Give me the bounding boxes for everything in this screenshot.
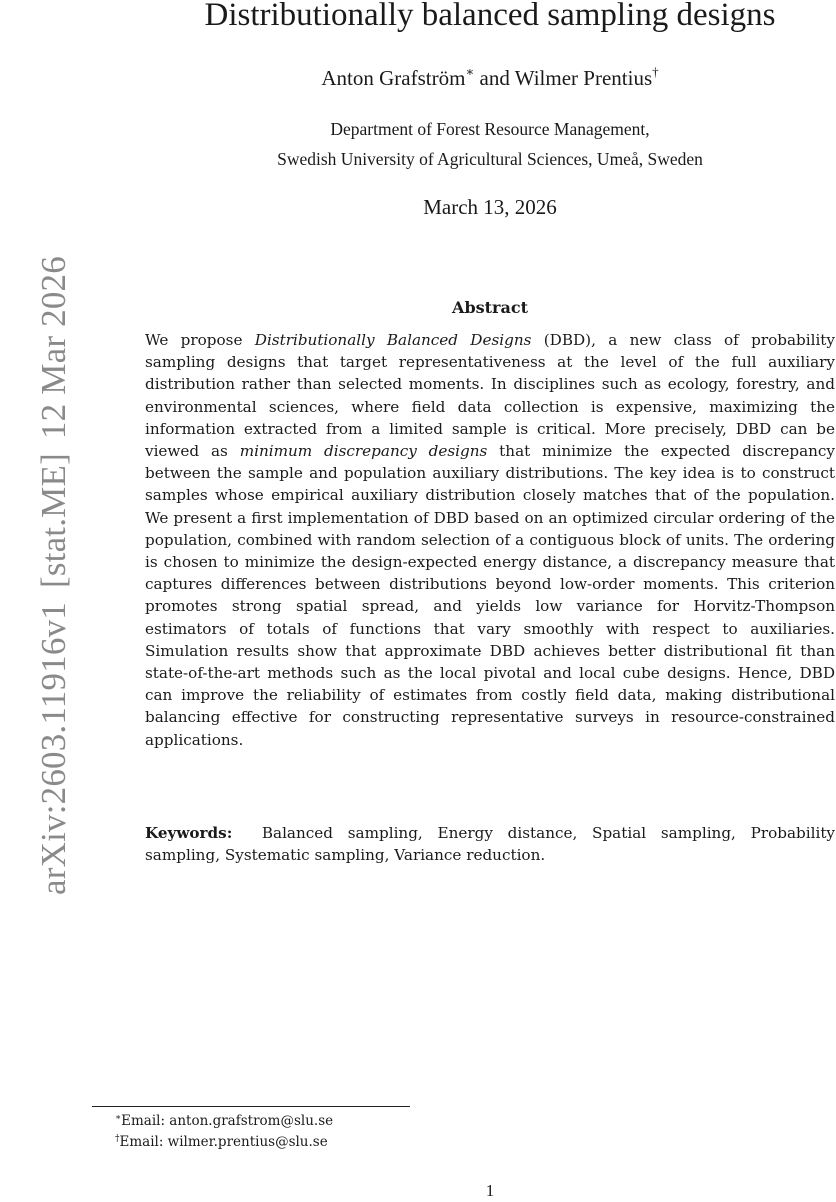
abstract-emphasis-mdd: minimum discrepancy designs <box>239 442 488 461</box>
footnote-1-mark: ∗ <box>115 1113 122 1123</box>
affiliation <box>150 114 830 174</box>
author-2: Wilmer Prentius <box>514 66 653 90</box>
footnote-2-text: Email: wilmer.prentius@slu.se <box>119 1134 328 1150</box>
page-number: 1 <box>485 1181 495 1200</box>
footnote-1 <box>115 1111 333 1132</box>
affiliation-line-1: Department of Forest Resource Management, <box>330 119 650 139</box>
affiliation-line-2: Swedish University of Agricultural Sciences, Umeå, Sweden <box>277 149 703 169</box>
arxiv-identifier-stamp <box>34 256 74 895</box>
footnote-2 <box>115 1132 333 1153</box>
keywords-text: Balanced sampling, Energy distance, Spatial sampling, Probability sampling, Systematic sampling, Variance reduction. <box>145 824 836 865</box>
abstract-emphasis-dbd: Distributionally Balanced Designs <box>254 331 532 349</box>
author-2-footnote-mark: † <box>652 64 659 79</box>
footnote-2-mark: † <box>115 1134 120 1144</box>
author-1-footnote-mark: ∗ <box>465 64 475 79</box>
author-1: Anton Grafström <box>321 66 466 90</box>
arxiv-category: [stat.ME] <box>34 453 73 589</box>
keywords <box>145 822 835 866</box>
author-conjunction: and <box>479 66 510 90</box>
abstract-heading: Abstract <box>452 298 528 317</box>
abstract-text-1: We propose <box>145 331 255 349</box>
footnote-1-text: Email: anton.grafstrom@slu.se <box>121 1113 334 1129</box>
arxiv-date: 12 Mar 2026 <box>34 256 73 440</box>
author-line <box>150 64 830 92</box>
abstract-body <box>145 329 835 751</box>
abstract-text-3: that minimize the expected discrepancy between the sample and population auxiliary distributions. The key idea is to construct samples whose empirical auxiliary distribution closely matches that of the population. We present a first implementation of DBD based on an optimized circular ordering of the population, combined with random selection of a contiguous block of units. The ordering is chosen to minimize the design-expected energy distance, a discrepancy measure that captures differences between distributions beyond low-order moments. This criterion promotes strong spatial spread, and yields low variance for Horvitz-Thompson estimators of totals of functions that vary smoothly with respect to auxiliaries. Simulation results show that approximate DBD achieves better distributional fit than state-of-the-art methods such as the local pivotal and local cube designs. Hence, DBD can improve the reliability of estimates from costly field data, making distributional balancing effective for constructing representative surveys in resource-constrained applications. <box>145 442 836 749</box>
paper-title: Distributionally balanced sampling designs <box>204 0 776 33</box>
abstract-text-2: (DBD), a new class of probability sampling designs that target representativeness at the level of the full auxiliary distribution rather than selected moments. In disciplines such as ecology, forestry, and environmental sciences, where field data collection is expensive, maximizing the information extracted from a limited sample is critical. More precisely, DBD can be viewed as <box>145 331 835 461</box>
footnote-divider <box>92 1106 410 1107</box>
paper-date: March 13, 2026 <box>423 195 557 219</box>
arxiv-id: arXiv:2603.11916v1 <box>34 602 73 895</box>
keywords-label: Keywords: <box>145 824 233 842</box>
footnotes <box>115 1111 333 1153</box>
